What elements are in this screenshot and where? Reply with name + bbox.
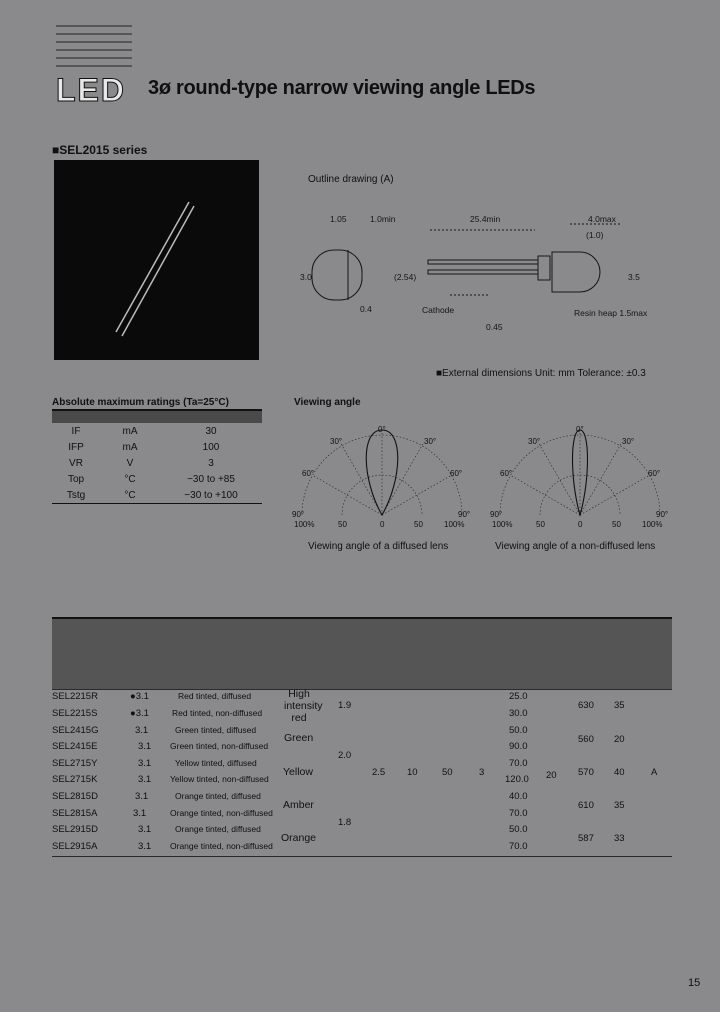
dim-10: 0.45 — [486, 322, 503, 332]
ratings-row: Top °C −30 to +85 — [67, 473, 235, 485]
vf-typ: 1.8 — [338, 817, 352, 828]
color-green: Green — [284, 732, 314, 744]
polar-nondiffused — [490, 420, 670, 540]
size: 3.1 — [138, 841, 152, 852]
product-photo — [54, 160, 259, 360]
svg-text:30°: 30° — [622, 437, 635, 446]
dim-5: (1.0) — [586, 230, 604, 240]
lens-type: Red tinted, diffused — [178, 691, 252, 701]
svg-text:90°: 90° — [656, 510, 669, 519]
part-number: SEL2215R — [52, 691, 98, 702]
dim-7: (2.54) — [394, 272, 417, 282]
lens-type: Yellow tinted, non-diffused — [170, 774, 269, 784]
part-number: SEL2915D — [52, 824, 98, 835]
part-number: SEL2815D — [52, 791, 98, 802]
svg-text:50: 50 — [536, 520, 545, 529]
color-amber: Amber — [283, 799, 314, 811]
logo-text: LED — [56, 72, 126, 108]
dim-4: 4.0max — [588, 214, 616, 224]
lens-type: Yellow tinted, diffused — [175, 758, 257, 768]
svg-text:90°: 90° — [458, 510, 471, 519]
luminous-intensity: 70.0 — [509, 841, 528, 852]
dim-9: Cathode — [422, 305, 455, 315]
lens-type: Red tinted, non-diffused — [172, 708, 263, 718]
half-width: 33 — [614, 833, 625, 844]
page-title: 3ø round-type narrow viewing angle LEDs — [148, 77, 536, 99]
ratings-row: IFP mA 100 — [68, 441, 220, 453]
vf-max: 2.5 — [372, 767, 386, 778]
size: ●3.1 — [130, 708, 149, 719]
luminous-intensity: 70.0 — [509, 758, 528, 769]
page-number: 15 — [688, 977, 701, 989]
vf-typ: 1.9 — [338, 700, 352, 711]
size: 3.1 — [135, 725, 149, 736]
size: 3.1 — [138, 824, 152, 835]
lens-type: Green tinted, diffused — [175, 725, 257, 735]
svg-text:90°: 90° — [292, 510, 305, 519]
size: 3.1 — [138, 758, 152, 769]
caption-nondiffused: Viewing angle of a non-diffused lens — [495, 541, 656, 552]
luminous-intensity: 70.0 — [509, 808, 528, 819]
size: 3.1 — [138, 774, 152, 785]
ratings-row: IF mA 30 — [71, 425, 217, 437]
peak-wavelength: 560 — [578, 734, 594, 745]
lens-type: Orange tinted, diffused — [175, 791, 261, 801]
svg-text:100%: 100% — [294, 520, 315, 529]
svg-text:0°: 0° — [576, 425, 584, 434]
caption-diffused: Viewing angle of a diffused lens — [308, 541, 449, 552]
svg-text:0: 0 — [380, 520, 385, 529]
dim-3: 25.4min — [470, 214, 501, 224]
svg-text:50: 50 — [414, 520, 423, 529]
ratings-row: VR V 3 — [69, 457, 214, 469]
viewing-angle-title: Viewing angle — [294, 397, 361, 408]
part-number: SEL2815A — [52, 808, 98, 819]
dim-1: 1.05 — [330, 214, 347, 224]
svg-text:90°: 90° — [490, 510, 503, 519]
svg-text:60°: 60° — [450, 469, 463, 478]
dim-2: 1.0min — [370, 214, 396, 224]
ratings-title: Absolute maximum ratings (Ta=25°C) — [52, 397, 229, 408]
polar-diffused — [292, 420, 472, 540]
lens-type: Orange tinted, non-diffused — [170, 808, 273, 818]
part-number: SEL2915A — [52, 841, 98, 852]
svg-text:50: 50 — [338, 520, 347, 529]
lens-type: Green tinted, non-diffused — [170, 741, 269, 751]
svg-text:0: 0 — [578, 520, 583, 529]
lens-type: Orange tinted, non-diffused — [170, 841, 273, 851]
half-width: 35 — [614, 800, 625, 811]
peak-wavelength: 587 — [578, 833, 594, 844]
svg-text:60°: 60° — [648, 469, 661, 478]
logo-watermark — [54, 20, 134, 72]
half-width: 40 — [614, 767, 625, 778]
svg-text:30°: 30° — [330, 437, 343, 446]
svg-text:100%: 100% — [492, 520, 513, 529]
led-front-view — [312, 250, 362, 300]
part-number: SEL2715Y — [52, 758, 98, 769]
color-high-intensity-red: High intensity red — [284, 688, 323, 724]
dim-11: Resin heap 1.5max — [574, 308, 648, 318]
part-number: SEL2215S — [52, 708, 98, 719]
dimensions-note: ■External dimensions Unit: mm Tolerance: ±0.3 — [436, 368, 646, 379]
luminous-intensity: 120.0 — [505, 774, 529, 785]
lens-type: Orange tinted, diffused — [175, 824, 261, 834]
outline-drawing — [290, 200, 690, 350]
vf-typ: 2.0 — [338, 750, 352, 761]
size: 3.1 — [138, 741, 152, 752]
luminous-intensity: 50.0 — [509, 824, 528, 835]
peak-wavelength: 610 — [578, 800, 594, 811]
svg-text:60°: 60° — [302, 469, 315, 478]
luminous-intensity: 90.0 — [509, 741, 528, 752]
svg-text:50: 50 — [612, 520, 621, 529]
size: 3.1 — [135, 791, 149, 802]
peak-wavelength: 630 — [578, 700, 594, 711]
svg-text:100%: 100% — [642, 520, 663, 529]
dim-6: 3.0 — [300, 272, 312, 282]
vr: 3 — [479, 767, 485, 778]
luminous-intensity: 25.0 — [509, 691, 528, 702]
led-lead-image — [54, 160, 259, 360]
half-width: 35 — [614, 700, 625, 711]
part-number: SEL2415G — [52, 725, 99, 736]
luminous-intensity: 50.0 — [509, 725, 528, 736]
svg-text:30°: 30° — [424, 437, 437, 446]
table-rule — [52, 689, 672, 690]
ratings-table: x x x IF mA 30 IFP mA 100 VR V 3 Top °C −30 to +85 Tstg °C −30 to +100 — [52, 409, 262, 504]
spec-table-header — [52, 617, 672, 689]
iv-test-current: 20 — [546, 770, 557, 781]
svg-text:100%: 100% — [444, 520, 465, 529]
luminous-intensity: 40.0 — [509, 791, 528, 802]
half-width: 20 — [614, 734, 625, 745]
outline-ref: A — [651, 767, 658, 778]
ir-max: 50 — [442, 767, 453, 778]
size: ●3.1 — [130, 691, 149, 702]
dim-12: 3.5 — [628, 272, 640, 282]
ratings-row: Tstg °C −30 to +100 — [52, 487, 262, 504]
outline-label: Outline drawing (A) — [308, 174, 394, 185]
test-if: 10 — [407, 767, 418, 778]
peak-wavelength: 570 — [578, 767, 594, 778]
svg-text:60°: 60° — [500, 469, 513, 478]
part-number: SEL2715K — [52, 774, 98, 785]
size: 3.1 — [133, 808, 147, 819]
luminous-intensity: 30.0 — [509, 708, 528, 719]
part-number: SEL2415E — [52, 741, 98, 752]
color-yellow: Yellow — [283, 766, 313, 778]
dim-8: 0.4 — [360, 304, 372, 314]
series-heading: ■SEL2015 series — [52, 143, 148, 157]
color-orange: Orange — [281, 832, 317, 844]
table-bottom-rule — [52, 856, 672, 857]
svg-text:30°: 30° — [528, 437, 541, 446]
svg-text:0°: 0° — [378, 425, 386, 434]
